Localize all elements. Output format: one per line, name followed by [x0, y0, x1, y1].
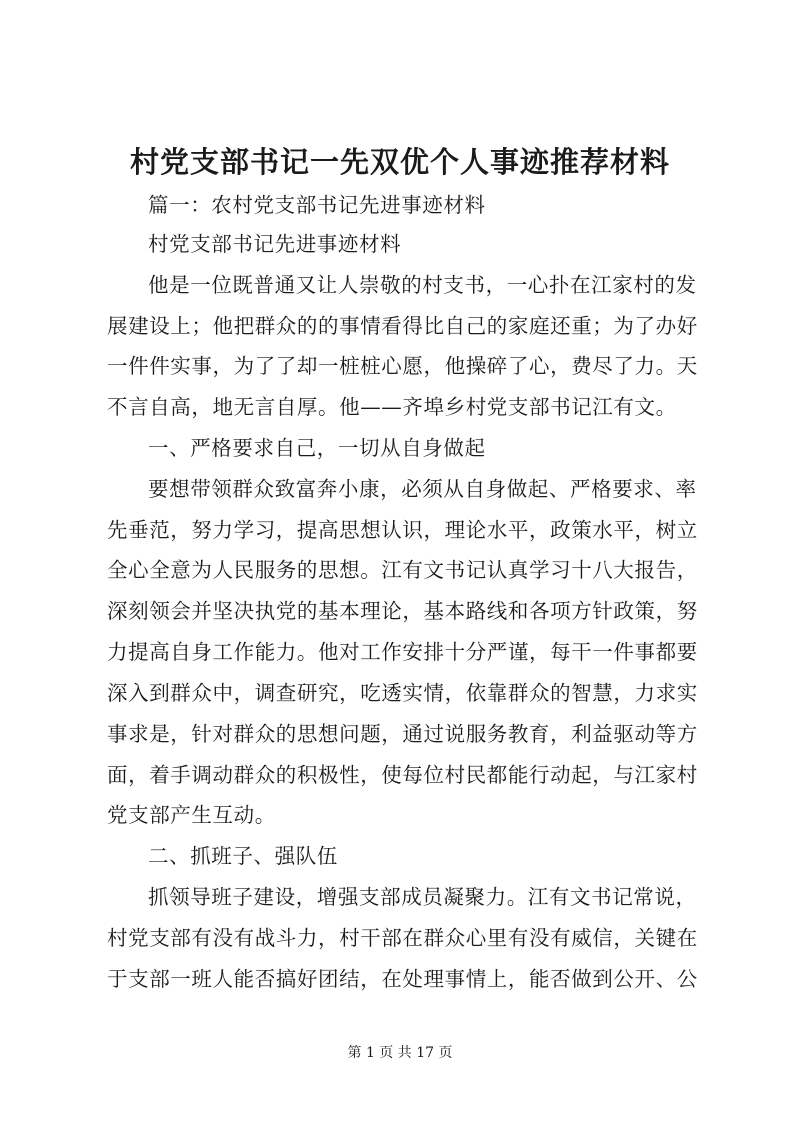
document-title: 村党支部书记一先双优个人事迹推荐材料: [129, 145, 670, 179]
text-line: 深刻领会并坚决执党的基本理论，基本路线和各项方针政策，努: [107, 599, 698, 623]
text-line: 于支部一班人能否搞好团结，在处理事情上，能否做到公开、公: [107, 967, 698, 991]
text-line: 村党支部书记先进事迹材料: [148, 232, 402, 256]
text-line: 村党支部有没有战斗力，村干部在群众心里有没有威信，关键在: [107, 926, 698, 950]
text-line: 一件件实事，为了了却一桩桩心愿，他操碎了心，费尽了力。天: [107, 354, 698, 378]
text-line: 他是一位既普通又让人崇敬的村支书，一心扑在江家村的发: [148, 273, 697, 297]
section-heading: 一、严格要求自己，一切从自身做起: [148, 436, 486, 460]
text-line: 党支部产生互动。: [107, 803, 276, 827]
text-line: 先垂范，努力学习，提高思想认识，理论水平，政策水平，树立: [107, 518, 698, 542]
text-line: 深入到群众中，调查研究，吃透实情，依靠群众的智慧，力求实: [107, 681, 698, 705]
text-line: 抓领导班子建设，增强支部成员凝聚力。江有文书记常说，: [148, 885, 697, 909]
text-line: 力提高自身工作能力。他对工作安排十分严谨，每干一件事都要: [107, 640, 698, 664]
section-heading: 二、抓班子、强队伍: [148, 844, 338, 868]
text-line: 全心全意为人民服务的思想。江有文书记认真学习十八大报告，: [107, 558, 698, 582]
text-line: 面，着手调动群众的积极性，使每位村民都能行动起，与江家村: [107, 763, 698, 787]
page-number-footer: 第 1 页 共 17 页: [347, 1045, 453, 1061]
text-line: 不言自高，地无言自厚。他——齐埠乡村党支部书记江有文。: [107, 395, 677, 419]
text-line: 事求是，针对群众的思想问题，通过说服务教育，利益驱动等方: [107, 722, 698, 746]
text-line: 篇一：农村党支部书记先进事迹材料: [148, 193, 486, 217]
text-line: 要想带领群众致富奔小康，必须从自身做起、严格要求、率: [148, 477, 697, 501]
text-line: 展建设上；他把群众的的事情看得比自己的家庭还重；为了办好: [107, 314, 698, 338]
